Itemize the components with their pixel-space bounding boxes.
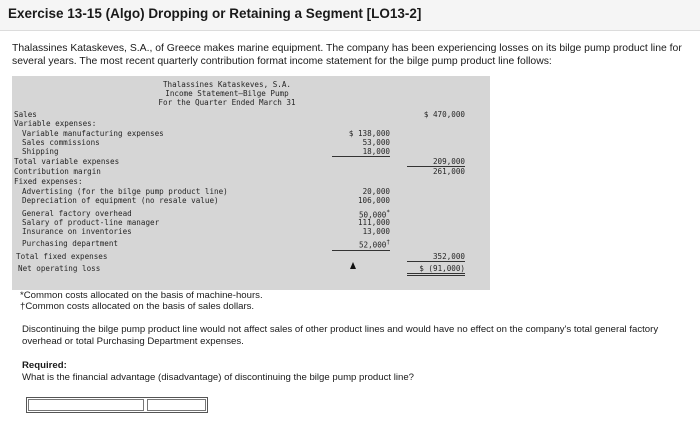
fixed-item-value: 111,000: [357, 218, 390, 227]
required-label: Required:: [22, 360, 67, 371]
fixed-item-label: Insurance on inventories: [22, 227, 132, 236]
variable-item-value: 53,000: [362, 138, 390, 147]
variable-item-value: 18,000: [332, 147, 390, 157]
income-statement: [12, 76, 490, 290]
exercise-header: [0, 0, 700, 31]
statement-name: Income Statement—Bilge Pump: [165, 89, 289, 98]
contribution-margin-value: 261,000: [432, 167, 465, 176]
footnote-machine-hours: *Common costs allocated on the basis of machine-hours.: [20, 290, 263, 301]
statement-company: Thalassines Kataskeves, S.A.: [162, 80, 291, 89]
fixed-item-value: 20,000: [362, 187, 390, 196]
variable-item-label: Shipping: [22, 147, 59, 156]
required-question: What is the financial advantage (disadvantage) of discontinuing the bilge pump product line?: [22, 372, 414, 383]
total-variable-label: Total variable expenses: [14, 157, 120, 166]
fixed-expenses-header: Fixed expenses:: [14, 177, 83, 186]
footnote-marker: *: [386, 209, 390, 216]
total-fixed-value: 352,000: [407, 252, 465, 262]
intro-paragraph: Thalassines Kataskeves, S.A., of Greece makes marine equipment. The company has been experiencing losses on its bilge pump product line for several years. The most recent quarterly contribution format income statement for the bilge pump product line follows:: [12, 43, 682, 67]
total-fixed-label: Total fixed expenses: [16, 252, 108, 261]
answer-label-input[interactable]: [28, 399, 144, 411]
answer-amount-input[interactable]: [147, 399, 206, 411]
variable-item-value: $ 138,000: [348, 129, 390, 138]
sales-value: $ 470,000: [423, 110, 465, 119]
statement-period: For the Quarter Ended March 31: [158, 98, 296, 107]
net-operating-loss-label: Net operating loss: [18, 264, 101, 273]
exercise-title: Exercise 13-15 (Algo) Dropping or Retaining a Segment [LO13-2]: [8, 6, 422, 21]
total-variable-value: 209,000: [407, 157, 465, 167]
answer-table: [26, 397, 208, 413]
sales-label: Sales: [14, 110, 37, 119]
fixed-item-label: Depreciation of equipment (no resale value): [22, 196, 219, 205]
footnote-marker: †: [386, 239, 390, 246]
fixed-item-label: General factory overhead: [22, 209, 132, 218]
footnote-sales-dollars: †Common costs allocated on the basis of sales dollars.: [20, 301, 255, 312]
contribution-margin-label: Contribution margin: [14, 167, 101, 176]
variable-expenses-header: Variable expenses:: [14, 119, 97, 128]
fixed-item-amount: 50,000: [358, 210, 387, 220]
fixed-item-value: 106,000: [357, 196, 390, 205]
variable-item-label: Variable manufacturing expenses: [22, 129, 164, 138]
fixed-item-amount: 52,000: [358, 240, 387, 250]
discontinue-paragraph: Discontinuing the bilge pump product line would not affect sales of other product lines and would have no effect on the company's total general factory overhead or total Purchasing Department expenses.: [22, 324, 659, 347]
fixed-item-value: 13,000: [362, 227, 390, 236]
fixed-item-value: [332, 239, 390, 251]
variable-item-label: Sales commissions: [22, 138, 100, 147]
fixed-item-label: Purchasing department: [22, 239, 119, 248]
fixed-item-label: Advertising (for the bilge pump product line): [22, 187, 228, 196]
net-operating-loss-value: $ (91,000): [407, 264, 465, 276]
arrow-up-icon: [350, 262, 356, 269]
fixed-item-label: Salary of product-line manager: [22, 218, 160, 227]
